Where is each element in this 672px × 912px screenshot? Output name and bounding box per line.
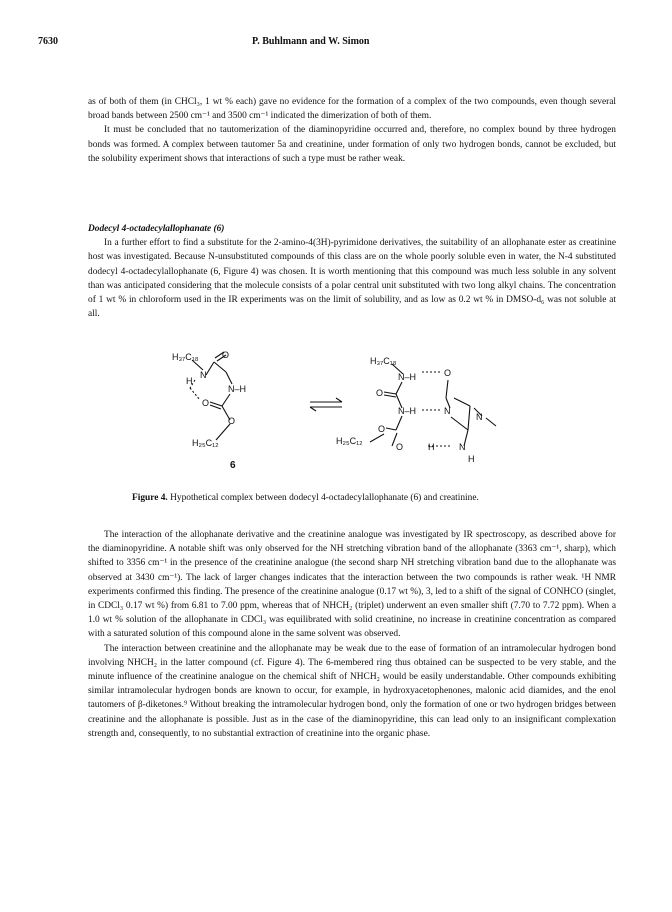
left-chain-top: H₃₇C₁₈: [172, 352, 199, 362]
left-n1: N: [200, 370, 207, 380]
text-block-top: [88, 95, 616, 166]
right-h-amino: H: [468, 454, 475, 464]
paragraph-3: In a further effort to find a substitute for the 2-amino-4(3H)-pyrimidone derivatives, the suitability of an allophanate ester as creatinine host was investigated. Because N-unsubstituted compounds of this class are on the whole poorly soluble even in water, the N-4 substituted dodecyl 4-octadecylallophanate (6, Figure 4) was chosen. It is worth mentioning that this compound was much less soluble in any solvent than was anticipated considering that the molecule consists of a polar central unit substituted with two long alkyl chains. The concentration of 1 wt % in chloroform used in the IR experiments was on the limit of solubility, and as low as 0.2 wt % in DMSO-d₆ was not soluble at all.: [88, 238, 616, 320]
right-h: H: [428, 442, 435, 452]
caption-label: Figure 4.: [132, 493, 168, 503]
right-o-creatinine: O: [444, 368, 452, 378]
right-nh-1: N–H: [398, 372, 417, 382]
right-nh-2: N–H: [398, 406, 417, 416]
left-carbonyl-o: O: [222, 350, 230, 360]
right-chain-bottom: H₂₅C₁₂: [336, 436, 363, 446]
text-block-bottom: [88, 528, 616, 741]
paragraph-2: It must be concluded that no tautomerization of the diaminopyridine occurred and, therefore, no complex bound by three hydrogen bonds was formed. A complex between tautomer 5a and creatinine, under formation of only two hydrogen bonds, cannot be excluded, but the solubility experiment shows that interactions of such a type must be rather weak.: [88, 125, 616, 164]
right-n-methyl: N: [476, 412, 483, 422]
left-h: H: [186, 376, 193, 386]
left-o3: O: [228, 416, 236, 426]
figure-caption: [132, 493, 479, 503]
paragraph-5: The interaction between creatinine and the allophanate may be weak due to the ease of formation of an intramolecular hydrogen bond involving NHCH₂ in the latter compound (cf. Figure 4). The 6-membered ring thus obtained can be suspected to be very stable, and the minute influence of the creatinine analogue on the chemical shift of NHCH₂ would be easily understandable. Other compounds exhibiting similar intramolecular hydrogen bonds are known to occur, for example, in hydroxyacetophenones, malonic acid diamides, and the enol tautomers of β-diketones.⁹ Without breaking the intramolecular hydrogen bond, only the formation of one or two hydrogen bridges between creatinine and the allophanate is possible. Just as in the case of the diaminopyridine, this can lead only to an insignificant complexation strength and, consequently, to no substantial extraction of creatinine into the organic phase.: [88, 643, 616, 739]
section-allophanate: [88, 222, 616, 321]
right-o-3: O: [396, 442, 404, 452]
left-chain-bottom: H₂₅C₁₂: [192, 438, 219, 448]
page-number: 7630: [38, 36, 58, 47]
compound-label: 6: [230, 460, 236, 471]
right-o-ester: O: [378, 424, 386, 434]
paragraph-1: as of both of them (in CHCl₃, 1 wt % each) gave no evidence for the formation of a complex of the two compounds, even though several broad bands between 2500 cm⁻¹ and 3500 cm⁻¹ indicated the dimerization of both of them.: [88, 97, 616, 122]
section-title: Dodecyl 4-octadecylallophanate (6): [88, 224, 225, 234]
paragraph-4: The interaction of the allophanate derivative and the creatinine analogue was investigated by IR spectroscopy, as described above for the diaminopyridine. A notable shift was only observed for the NH stretching vibration band of the allophanate (3363 cm⁻¹, sharp), which shifted to 3356 cm⁻¹ in the presence of the creatinine analogue (the second sharp NH stretching vibration band due to the allophanate was observed at 3430 cm⁻¹). The lack of larger changes indicates that the interaction between the two compounds is rather weak. ¹H NMR experiments confirmed this finding. The presence of the creatinine analogue (0.17 wt %), 3, led to a shift of the signal of CONHCO (singlet, in CDCl₃ 0.17 wt %) from 6.81 to 7.00 ppm, whereas that of NHCH₂ (triplet) underwent an even smaller shift (7.70 to 7.72 ppm). When a 1.0 wt % solution of the allophanate in CDCl₃ was equilibrated with solid creatinine, no increase in creatinine concentration as compared with a saturated solution of this compound alone in the same solvent was observed.: [88, 530, 616, 640]
figure-4-structures: [170, 350, 590, 480]
left-o2: O: [202, 398, 210, 408]
right-n-ring: N: [444, 406, 451, 416]
caption-text: Hypothetical complex between dodecyl 4-octadecylallophanate (6) and creatinine.: [170, 493, 479, 503]
running-header-authors: P. Buhlmann and W. Simon: [252, 36, 370, 47]
right-chain-top: H₃₇C₁₈: [370, 356, 397, 366]
right-o-carbonyl: O: [376, 388, 384, 398]
right-n-amino: N: [459, 442, 466, 452]
left-nh: N–H: [228, 384, 247, 394]
